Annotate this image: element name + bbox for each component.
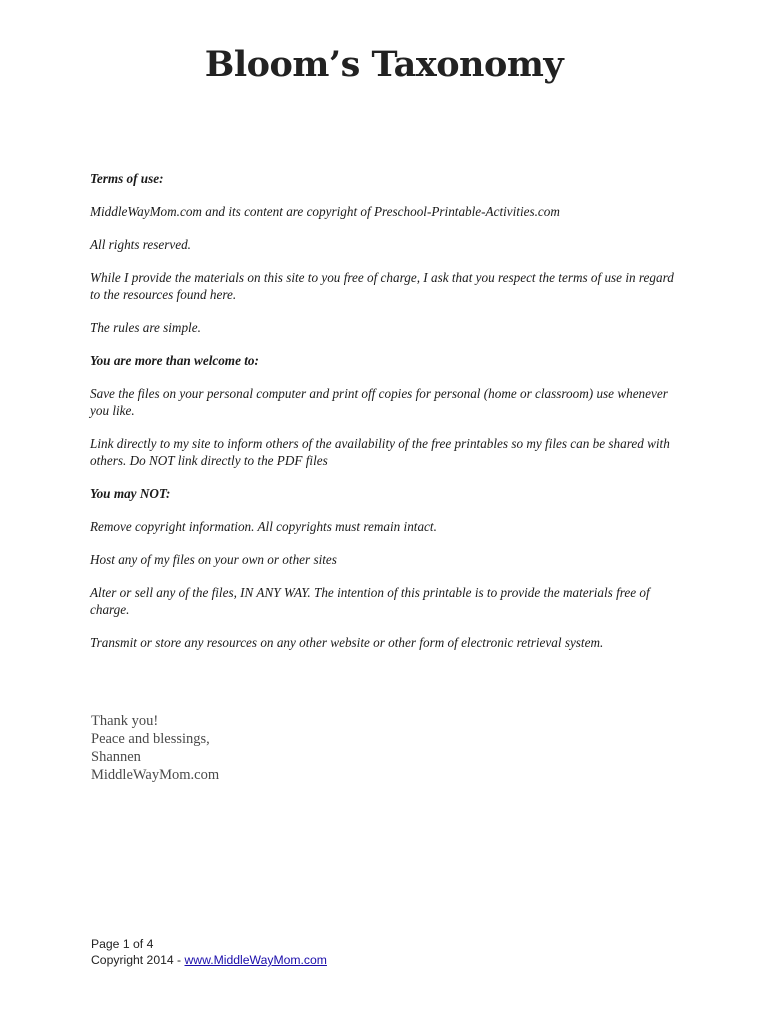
signoff-thanks: Thank you!: [91, 713, 159, 729]
signoff-blessing: Peace and blessings,: [91, 731, 210, 747]
not-allowed-item: Transmit or store any resources on any other website or other form of electronic retrieval system.: [90, 635, 604, 650]
page-footer: [91, 936, 327, 968]
footer-copyright-text: Copyright 2014 -: [91, 953, 185, 967]
signoff-name: Shannen: [91, 749, 141, 765]
copyright-statement: MiddleWayMom.com and its content are copyright of Preschool-Printable-Activities.com: [90, 204, 560, 219]
intro-paragraph: While I provide the materials on this site to you free of charge, I ask that you respect the terms of use in regard to the resources found here.: [90, 270, 674, 302]
welcome-item: Link directly to my site to inform others of the availability of the free printables so my files can be shared with others. Do NOT link directly to the PDF files: [90, 436, 670, 468]
terms-of-use: [90, 170, 680, 667]
page-number: Page 1 of 4: [91, 937, 154, 951]
welcome-heading: You are more than welcome to:: [90, 353, 259, 368]
website-link[interactable]: www.MiddleWayMom.com: [184, 953, 327, 967]
rights-statement: All rights reserved.: [90, 237, 191, 252]
not-allowed-item: Remove copyright information. All copyrights must remain intact.: [90, 519, 437, 534]
not-allowed-item: Alter or sell any of the files, IN ANY WAY. The intention of this printable is to provide the materials free of charge.: [90, 585, 650, 617]
welcome-item: Save the files on your personal computer and print off copies for personal (home or classroom) use whenever you like.: [90, 386, 668, 418]
footer-copyright: [91, 952, 327, 968]
not-allowed-heading: You may NOT:: [90, 486, 171, 501]
rules-statement: The rules are simple.: [90, 320, 201, 335]
not-allowed-item: Host any of my files on your own or other sites: [90, 552, 337, 567]
signoff-site: MiddleWayMom.com: [91, 767, 220, 783]
page-title: Bloom’s Taxonomy: [204, 44, 564, 85]
terms-heading: Terms of use:: [90, 171, 164, 186]
signoff: [91, 712, 219, 784]
